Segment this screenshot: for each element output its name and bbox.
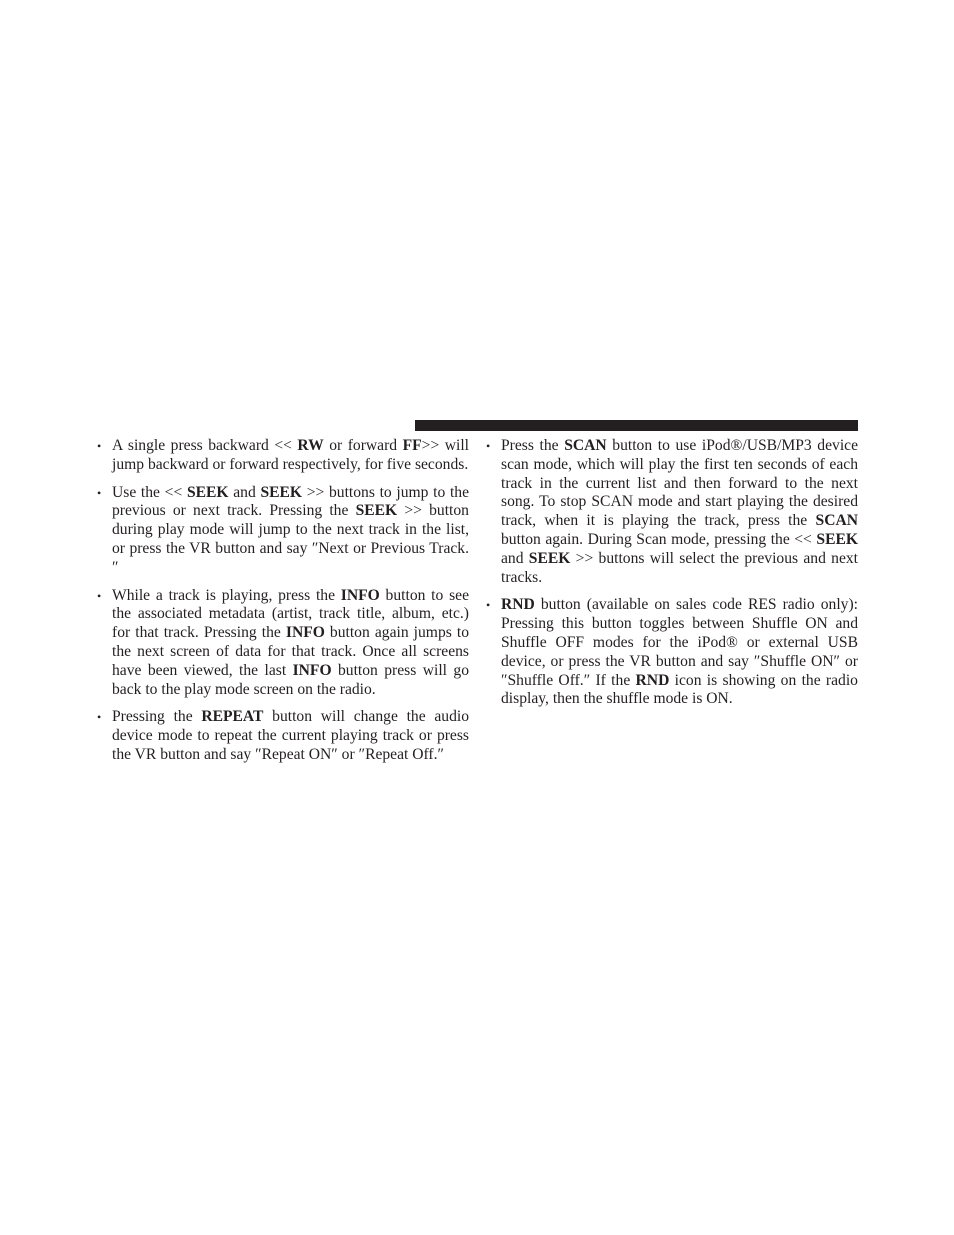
bold-term: SCAN: [815, 512, 858, 530]
text-run: Pressing the: [112, 708, 202, 726]
bullet-icon: •: [486, 598, 491, 613]
bullet-icon: •: [486, 439, 491, 453]
text-run: button press will go back to the play mode screen on the radio.: [112, 661, 469, 698]
bold-term: SCAN: [564, 437, 607, 454]
text-run: Press the: [501, 437, 565, 454]
text-run: Use the <<: [112, 483, 187, 501]
bullet-item: [486, 437, 859, 587]
section-header-rule: [415, 420, 858, 431]
bold-term: SEEK: [186, 483, 229, 501]
bold-term: INFO: [340, 586, 380, 604]
text-run: and: [228, 483, 261, 501]
text-run: button (available on sales code RES radio only): Pressing this button toggles between Shuffle ON and Shuffle OFF modes for the iPod® or external USB device, or press the VR button and say ″Shuffle ON″ or ″Shuffle Off.″ If the: [501, 596, 858, 689]
bullet-item: [97, 437, 470, 475]
bold-term: SEEK: [528, 549, 571, 567]
bold-term: REPEAT: [201, 708, 264, 726]
bold-term: RW: [297, 437, 324, 454]
bold-term: RND: [501, 596, 535, 614]
text-run: button to see the associated metadata (artist, track title, album, etc.) for that track. Pressing the: [112, 586, 469, 642]
bullet-icon: •: [97, 485, 102, 500]
bold-term: SEEK: [816, 530, 858, 548]
text-run: >> buttons will select the previous and next tracks.: [501, 549, 858, 586]
bullet-item: [97, 586, 470, 700]
text-run: >> button during play mode will jump to the next track in the list, or press the VR button and say ″Next or Previous Track.″: [112, 502, 469, 576]
right-bullet-list: [486, 437, 859, 709]
left-bullet-list: [97, 437, 470, 765]
text-run: >> buttons to jump to the previous or next track. Pressing the: [112, 483, 470, 520]
bullet-icon: •: [97, 588, 102, 603]
text-run: While a track is playing, press the: [112, 586, 341, 604]
text-run: and: [501, 549, 529, 567]
bold-term: FF: [402, 437, 422, 454]
text-run: >> will jump backward or forward respectively, for five seconds.: [112, 437, 470, 473]
bold-term: INFO: [292, 661, 332, 679]
text-run: icon is showing on the radio display, then the shuffle mode is ON.: [501, 671, 858, 708]
text-run: button to use iPod®/USB/MP3 device scan mode, which will play the first ten seconds of each track in the current list and then forward to the next song. To stop SCAN mode and start playing the desired track, when it is playing the track, press the: [501, 437, 859, 530]
bold-term: SEEK: [260, 483, 303, 501]
text-run: or forward: [323, 437, 403, 454]
text-run: button will change the audio device mode to repeat the current playing track or press the VR button and say ″Repeat ON″ or ″Repeat Off.″: [112, 708, 469, 763]
left-column: [97, 437, 470, 774]
bold-term: SEEK: [355, 502, 398, 520]
bullet-item: [97, 708, 469, 764]
text-run: button again. During Scan mode, pressing the <<: [501, 530, 817, 548]
bullet-icon: •: [97, 439, 102, 453]
text-run: A single press backward <<: [112, 437, 298, 454]
bullet-icon: •: [97, 710, 102, 725]
right-column: [486, 437, 859, 718]
bullet-item: [97, 483, 470, 578]
bold-term: RND: [635, 671, 670, 689]
text-run: button again jumps to the next screen of data for that track. Once all screens have been viewed, the last: [112, 624, 470, 679]
bold-term: INFO: [285, 624, 325, 642]
bullet-item: [486, 596, 858, 709]
